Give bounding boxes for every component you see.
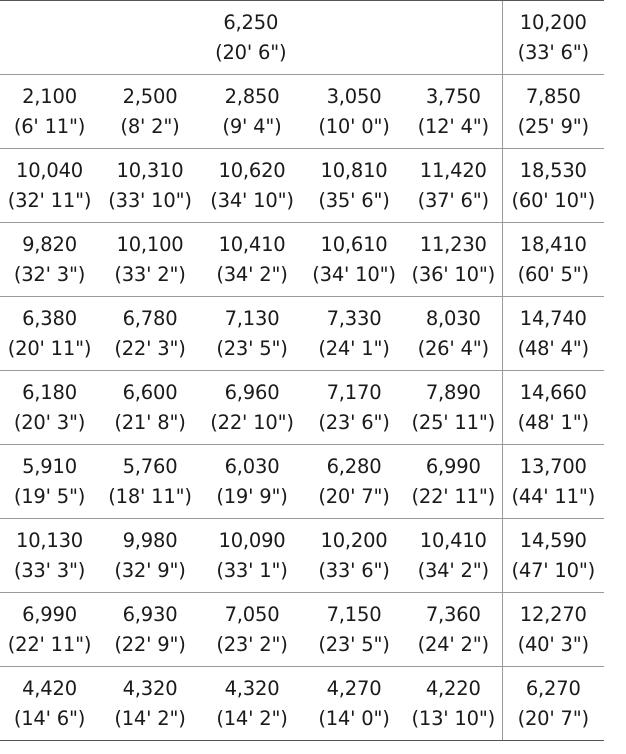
table-cell <box>99 223 201 297</box>
cell-metric: 7,890 <box>425 380 481 404</box>
cell-imperial: (34' 2") <box>417 558 489 582</box>
table-row <box>0 297 604 371</box>
cell-imperial: (24' 2") <box>417 632 489 656</box>
cell-imperial: (48' 1") <box>517 410 589 434</box>
cell-imperial: (20' 7") <box>318 484 390 508</box>
table-row <box>0 75 604 149</box>
table-cell <box>405 519 502 593</box>
cell-metric: 6,180 <box>22 380 77 404</box>
cell-metric: 4,420 <box>22 676 77 700</box>
table-cell <box>502 297 604 371</box>
cell-metric: 4,270 <box>326 676 382 700</box>
cell-imperial: (19' 5") <box>13 484 86 508</box>
table-cell <box>99 149 201 223</box>
cell-imperial: (47' 10") <box>511 558 596 582</box>
table-cell <box>99 667 201 741</box>
cell-metric: 10,090 <box>218 528 286 552</box>
cell-imperial: (36' 10") <box>411 262 496 286</box>
cell-imperial: (23' 5") <box>318 632 390 656</box>
table-cell <box>201 371 303 445</box>
cell-metric: 10,040 <box>15 158 84 182</box>
table-row <box>0 667 604 741</box>
cell-metric: 8,030 <box>425 306 481 330</box>
cell-metric: 4,220 <box>425 676 481 700</box>
table-cell <box>303 445 405 519</box>
cell-metric: 10,130 <box>15 528 84 552</box>
cell-metric: 10,410 <box>419 528 487 552</box>
cell-imperial: (24' 1") <box>318 336 390 360</box>
cell-metric: 14,660 <box>519 380 587 404</box>
cell-imperial: (23' 2") <box>216 632 288 656</box>
table-cell <box>405 593 502 667</box>
cell-imperial: (22' 11") <box>7 632 92 656</box>
table-cell <box>405 667 502 741</box>
cell-metric: 18,410 <box>519 232 587 256</box>
cell-metric: 6,250 <box>223 10 279 34</box>
table-cell <box>99 445 201 519</box>
cell-imperial: (37' 6") <box>417 188 489 212</box>
cell-imperial: (22' 3") <box>114 336 186 360</box>
cell-metric: 9,980 <box>122 528 178 552</box>
cell-metric: 2,850 <box>224 84 280 108</box>
table-cell <box>502 223 604 297</box>
cell-metric: 6,380 <box>22 306 77 330</box>
cell-imperial: (33' 3") <box>13 558 86 582</box>
cell-imperial: (25' 11") <box>411 410 496 434</box>
table-cell <box>201 445 303 519</box>
cell-imperial: (20' 7") <box>517 706 589 730</box>
cell-imperial: (22' 9") <box>114 632 186 656</box>
cell-imperial: (44' 11") <box>511 484 596 508</box>
cell-metric: 6,930 <box>122 602 178 626</box>
table-cell <box>0 371 99 445</box>
cell-metric: 7,050 <box>224 602 280 626</box>
table-cell <box>303 593 405 667</box>
cell-metric: 6,990 <box>425 454 481 478</box>
cell-metric: 11,230 <box>419 232 487 256</box>
table-cell <box>502 667 604 741</box>
table-cell <box>303 297 405 371</box>
cell-metric: 6,990 <box>22 602 77 626</box>
table-cell <box>0 667 99 741</box>
cell-imperial: (60' 10") <box>511 188 596 212</box>
cell-metric: 2,100 <box>22 84 77 108</box>
cell-metric: 10,200 <box>320 528 388 552</box>
header-row <box>0 1 604 75</box>
cell-imperial: (23' 5") <box>216 336 288 360</box>
cell-imperial: (60' 5") <box>517 262 589 286</box>
cell-metric: 3,050 <box>326 84 382 108</box>
cell-metric: 4,320 <box>224 676 280 700</box>
cell-imperial: (33' 2") <box>114 262 186 286</box>
cell-imperial: (33' 6") <box>318 558 390 582</box>
table-cell <box>303 223 405 297</box>
table-cell <box>405 75 502 149</box>
table-row <box>0 223 604 297</box>
table-cell <box>99 519 201 593</box>
table-cell <box>405 371 502 445</box>
cell-metric: 7,130 <box>224 306 280 330</box>
table-cell <box>502 149 604 223</box>
table-cell <box>405 223 502 297</box>
cell-metric: 6,030 <box>224 454 280 478</box>
table-cell <box>201 223 303 297</box>
cell-imperial: (12' 4") <box>417 114 489 138</box>
table-cell <box>201 75 303 149</box>
cell-imperial: (33' 6") <box>517 40 589 64</box>
table-cell <box>502 445 604 519</box>
table-row <box>0 519 604 593</box>
cell-imperial: (32' 11") <box>7 188 92 212</box>
table-cell <box>502 75 604 149</box>
table-cell <box>99 75 201 149</box>
cell-metric: 10,610 <box>320 232 388 256</box>
cell-metric: 13,700 <box>519 454 587 478</box>
table-cell <box>0 593 99 667</box>
cell-imperial: (34' 10") <box>312 262 396 286</box>
cell-metric: 10,100 <box>116 232 184 256</box>
table-cell <box>201 593 303 667</box>
cell-metric: 6,600 <box>122 380 178 404</box>
cell-imperial: (32' 3") <box>13 262 86 286</box>
cell-imperial: (14' 0") <box>318 706 390 730</box>
cell-imperial: (14' 2") <box>216 706 288 730</box>
cell-imperial: (14' 2") <box>114 706 186 730</box>
cell-metric: 9,820 <box>22 232 77 256</box>
cell-imperial: (22' 11") <box>411 484 496 508</box>
cell-imperial: (33' 1") <box>216 558 288 582</box>
cell-metric: 10,310 <box>116 158 184 182</box>
cell-metric: 10,410 <box>218 232 286 256</box>
table-row <box>0 371 604 445</box>
table-cell <box>99 297 201 371</box>
table-cell <box>0 149 99 223</box>
table-cell <box>502 593 604 667</box>
cell-metric: 10,810 <box>320 158 388 182</box>
table-cell <box>303 149 405 223</box>
cell-metric: 3,750 <box>425 84 481 108</box>
cell-metric: 6,280 <box>326 454 382 478</box>
table-cell <box>201 297 303 371</box>
table-cell <box>405 149 502 223</box>
cell-imperial: (19' 9") <box>216 484 288 508</box>
table-cell <box>201 149 303 223</box>
cell-imperial: (32' 9") <box>114 558 186 582</box>
cell-metric: 14,590 <box>519 528 587 552</box>
table-cell <box>303 371 405 445</box>
table-cell <box>0 519 99 593</box>
cell-imperial: (18' 11") <box>108 484 192 508</box>
table-cell <box>0 223 99 297</box>
cell-imperial: (6' 11") <box>13 114 86 138</box>
table-cell <box>0 297 99 371</box>
table-row <box>0 149 604 223</box>
table-cell <box>502 371 604 445</box>
cell-imperial: (25' 9") <box>517 114 589 138</box>
table-row <box>0 445 604 519</box>
table-cell <box>201 667 303 741</box>
cell-imperial: (22' 10") <box>210 410 294 434</box>
cell-metric: 7,360 <box>425 602 481 626</box>
cell-imperial: (20' 6") <box>215 40 287 64</box>
cell-metric: 5,760 <box>122 454 178 478</box>
cell-imperial: (21' 8") <box>114 410 186 434</box>
cell-imperial: (9' 4") <box>222 114 282 138</box>
cell-imperial: (26' 4") <box>417 336 489 360</box>
table-cell <box>405 445 502 519</box>
cell-metric: 7,150 <box>326 602 382 626</box>
table-cell <box>405 297 502 371</box>
cell-metric: 11,420 <box>419 158 487 182</box>
cell-metric: 7,850 <box>525 84 581 108</box>
table-cell <box>502 519 604 593</box>
table-cell <box>0 445 99 519</box>
table-cell <box>303 519 405 593</box>
cell-metric: 7,170 <box>326 380 382 404</box>
table-cell <box>0 75 99 149</box>
table-cell <box>99 371 201 445</box>
cell-metric: 10,620 <box>218 158 286 182</box>
cell-metric: 4,320 <box>122 676 178 700</box>
cell-imperial: (8' 2") <box>120 114 180 138</box>
table-cell <box>201 519 303 593</box>
table-cell <box>99 593 201 667</box>
cell-metric: 2,500 <box>122 84 178 108</box>
cell-imperial: (33' 10") <box>108 188 192 212</box>
table-cell <box>303 667 405 741</box>
cell-metric: 18,530 <box>519 158 587 182</box>
table-cell <box>303 75 405 149</box>
cell-metric: 6,270 <box>525 676 581 700</box>
cell-imperial: (10' 0") <box>318 114 390 138</box>
cell-metric: 6,960 <box>224 380 280 404</box>
cell-metric: 12,270 <box>519 602 587 626</box>
cell-metric: 5,910 <box>22 454 77 478</box>
cell-imperial: (23' 6") <box>318 410 390 434</box>
table-row <box>0 593 604 667</box>
header-last-cell <box>502 1 604 75</box>
cell-imperial: (13' 10") <box>411 706 496 730</box>
cell-imperial: (34' 10") <box>210 188 294 212</box>
cell-imperial: (14' 6") <box>13 706 86 730</box>
cell-imperial: (20' 11") <box>7 336 92 360</box>
cell-imperial: (20' 3") <box>13 410 86 434</box>
cell-imperial: (48' 4") <box>517 336 589 360</box>
cell-imperial: (40' 3") <box>517 632 589 656</box>
header-span-cell <box>0 1 502 75</box>
cell-metric: 7,330 <box>326 306 382 330</box>
cell-metric: 6,780 <box>122 306 178 330</box>
cell-metric: 10,200 <box>519 10 587 34</box>
cell-metric: 14,740 <box>519 306 587 330</box>
cell-imperial: (34' 2") <box>216 262 288 286</box>
cell-imperial: (35' 6") <box>318 188 390 212</box>
